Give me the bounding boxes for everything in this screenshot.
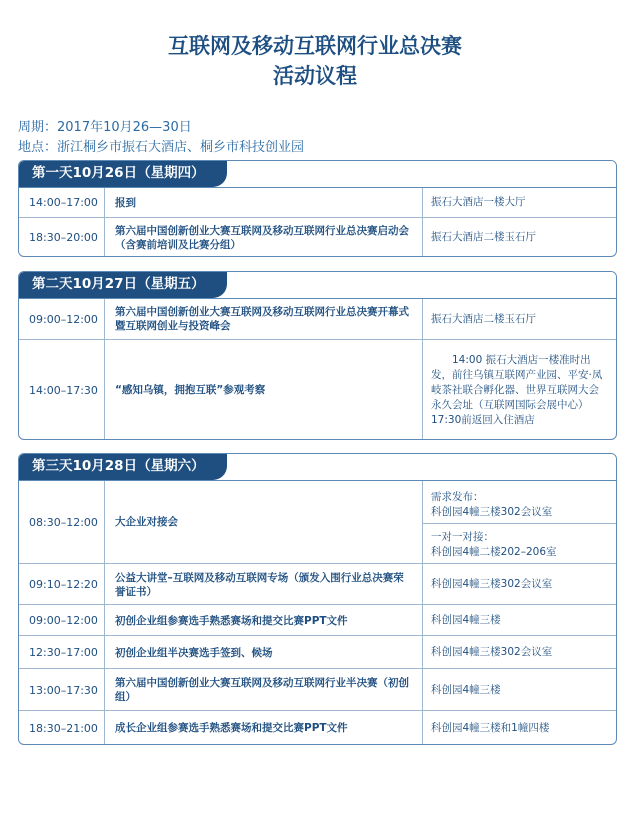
event-cell: 第六届中国创新创业大赛互联网及移动互联网行业半决赛（初创组）: [105, 669, 423, 711]
venue-cell: 科创园4幢三楼: [431, 683, 501, 696]
time-cell: 12:30–17:00: [19, 636, 105, 669]
venue-cell: 振石大酒店一楼大厅: [431, 196, 526, 208]
event-cell: 大企业对接会: [105, 481, 423, 563]
location-text: 地点：浙江桐乡市振石大酒店、桐乡市科技创业园: [18, 140, 305, 155]
day-section-3: [18, 453, 617, 745]
event-cell: 成长企业组参赛选手熟悉赛场和提交比赛PPT文件: [105, 711, 423, 745]
day-section-1: [18, 160, 617, 257]
time-cell: 18:30–21:00: [19, 711, 105, 745]
table-row: [19, 604, 616, 636]
time-cell: 13:00–17:30: [19, 669, 105, 711]
day-label: 第三天10月28日（星期六）: [18, 453, 227, 480]
event-cell: 初创企业组参赛选手熟悉赛场和提交比赛PPT文件: [105, 605, 423, 636]
venue-subtitle: 一对一对接：: [431, 531, 494, 543]
time-cell: 09:10–12:20: [19, 564, 105, 605]
table-row: [19, 188, 616, 217]
time-cell: 09:00–12:00: [19, 299, 105, 339]
event-cell: 第六届中国创新创业大赛互联网及移动互联网行业总决赛开幕式暨互联网创业与投资峰会: [105, 299, 423, 339]
table-row: [19, 635, 616, 669]
time-cell: 18:30–20:00: [19, 218, 105, 257]
venue-cell: 科创园4幢三楼和1幢四楼: [431, 721, 550, 734]
divider: [423, 523, 616, 524]
venue-cell: [423, 530, 616, 560]
venue-cell: [423, 490, 616, 520]
table-row: [19, 710, 616, 745]
day-header: [19, 454, 616, 481]
venue-cell: 振石大酒店二楼玉石厅: [431, 312, 536, 325]
time-cell: 08:30–12:00: [19, 481, 105, 563]
venue-text: 科创园4幢二楼202–206室: [431, 546, 557, 558]
day-label: 第二天10月27日（星期五）: [18, 271, 227, 298]
table-row: [19, 217, 616, 257]
venue-text: 科创园4幢三楼302会议室: [431, 506, 553, 518]
venue-subtitle: 需求发布：: [431, 491, 484, 503]
time-cell: 09:00–12:00: [19, 605, 105, 636]
venue-cell: 科创园4幢三楼: [431, 614, 501, 626]
venue-cell: 科创园4幢三楼302会议室: [431, 578, 553, 590]
table-row: [19, 481, 616, 563]
day-section-2: [18, 271, 617, 440]
table-row: [19, 339, 616, 440]
page-subtitle: 活动议程: [273, 64, 357, 88]
event-cell: 公益大讲堂–互联网及移动互联网专场（颁发入围行业总决赛荣誉证书）: [105, 564, 423, 605]
event-cell: 第六届中国创新创业大赛互联网及移动互联网行业总决赛启动会（含赛前培训及比赛分组）: [105, 218, 423, 257]
day-label: 第一天10月26日（星期四）: [18, 160, 227, 187]
table-row: [19, 299, 616, 339]
table-row: [19, 563, 616, 605]
period-text: 周期：2017年10月26—30日: [18, 120, 192, 135]
time-cell: 14:00–17:30: [19, 340, 105, 440]
table-row: [19, 668, 616, 711]
event-cell: “感知乌镇，拥抱互联”参观考察: [105, 340, 423, 440]
event-cell: 初创企业组半决赛选手签到、候场: [105, 636, 423, 669]
event-cell: 报到: [105, 188, 423, 217]
venue-cell: 振石大酒店二楼玉石厅: [431, 231, 536, 243]
day-header: [19, 272, 616, 299]
venue-cell: 14:00 振石大酒店一楼准时出发，前往乌镇互联网产业园、平安·凤岐茶社联合孵化器、世界互联网大会永久会址（互联网国际会展中心）17:30前返回入住酒店: [431, 353, 603, 426]
venue-cell: 科创园4幢三楼302会议室: [431, 646, 553, 658]
day-header: [19, 161, 616, 188]
time-cell: 14:00–17:00: [19, 188, 105, 217]
page-title: 互联网及移动互联网行业总决赛: [168, 34, 462, 58]
